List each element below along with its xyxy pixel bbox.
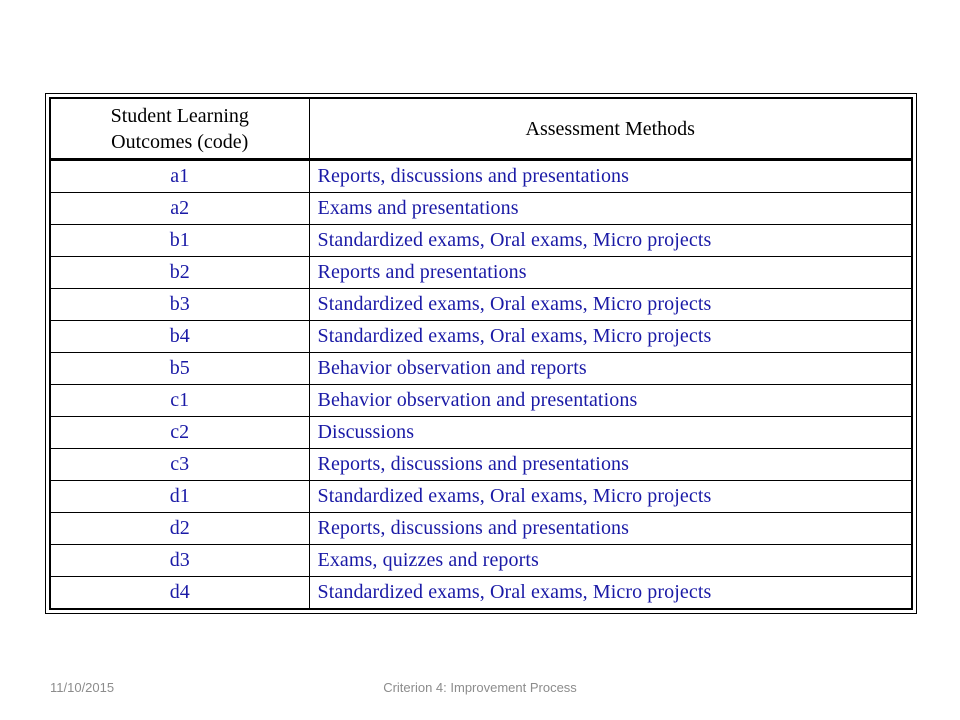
outcome-code-cell: b2 [51, 257, 309, 289]
footer-title: Criterion 4: Improvement Process [383, 680, 577, 695]
table-row [51, 257, 911, 289]
outcome-code-cell: b3 [51, 289, 309, 321]
outcome-code-cell: c1 [51, 385, 309, 417]
outcome-code-cell: d4 [51, 577, 309, 609]
outcome-code-cell: a1 [51, 160, 309, 193]
outcome-code-cell: c2 [51, 417, 309, 449]
outcomes-table-border [49, 97, 913, 610]
table-row [51, 321, 911, 353]
assessment-method-cell: Behavior observation and presentations [309, 385, 911, 417]
outcome-code-cell: a2 [51, 193, 309, 225]
outcome-code-cell: b1 [51, 225, 309, 257]
assessment-method-cell: Exams and presentations [309, 193, 911, 225]
assessment-method-cell: Reports and presentations [309, 257, 911, 289]
table-header-row [51, 99, 911, 160]
header-assessment-methods: Assessment Methods [309, 99, 911, 160]
outcomes-table-frame [45, 93, 917, 614]
assessment-method-cell: Reports, discussions and presentations [309, 513, 911, 545]
table-row [51, 449, 911, 481]
assessment-method-cell: Standardized exams, Oral exams, Micro projects [309, 289, 911, 321]
header-outcome-code [51, 99, 309, 160]
table-body [51, 160, 911, 609]
assessment-method-cell: Reports, discussions and presentations [309, 160, 911, 193]
outcome-code-cell: d1 [51, 481, 309, 513]
outcome-code-cell: d2 [51, 513, 309, 545]
assessment-method-cell: Discussions [309, 417, 911, 449]
outcome-code-cell: d3 [51, 545, 309, 577]
assessment-method-cell: Standardized exams, Oral exams, Micro projects [309, 225, 911, 257]
assessment-method-cell: Standardized exams, Oral exams, Micro projects [309, 481, 911, 513]
assessment-method-cell: Exams, quizzes and reports [309, 545, 911, 577]
table-row [51, 160, 911, 193]
table-row [51, 225, 911, 257]
assessment-method-cell: Standardized exams, Oral exams, Micro projects [317, 581, 712, 603]
footer-date: 11/10/2015 [50, 680, 115, 695]
table-row [51, 513, 911, 545]
outcome-code-cell: c3 [51, 449, 309, 481]
table-row [51, 481, 911, 513]
table-row [51, 577, 911, 609]
assessment-method-cell: Behavior observation and reports [309, 353, 911, 385]
table-row [51, 385, 911, 417]
table-row [51, 193, 911, 225]
assessment-method-cell: Standardized exams, Oral exams, Micro projects [309, 321, 911, 353]
outcome-code-cell: b4 [51, 321, 309, 353]
table-row [51, 545, 911, 577]
table-row [51, 353, 911, 385]
outcomes-table [51, 99, 911, 608]
table-row [51, 289, 911, 321]
outcome-code-cell: b5 [51, 353, 309, 385]
assessment-method-cell: Reports, discussions and presentations [309, 449, 911, 481]
header-outcome-code-label: Student Learning Outcomes (code) [110, 104, 249, 153]
table-row [51, 417, 911, 449]
